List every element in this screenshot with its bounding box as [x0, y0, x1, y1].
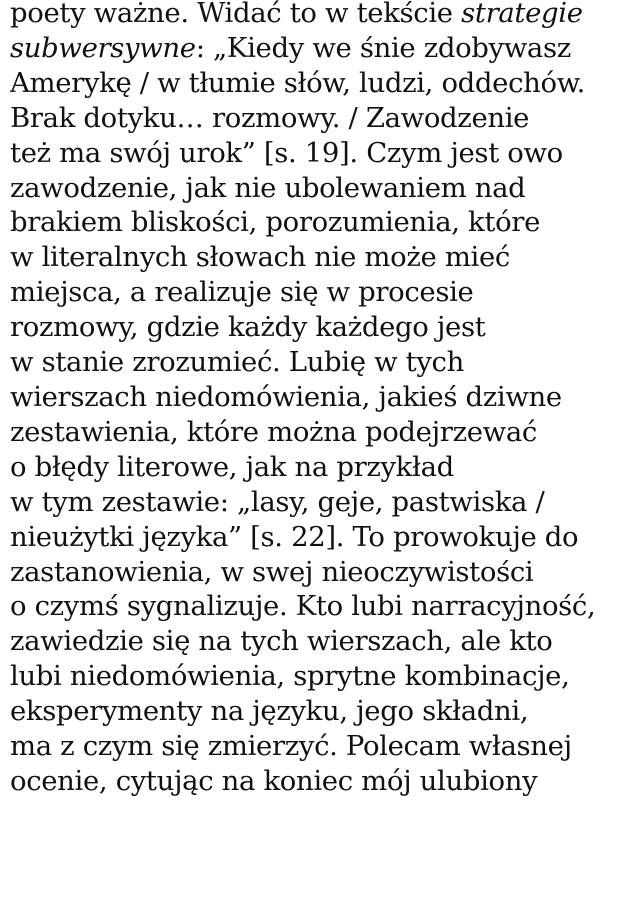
text-line	[10, 171, 625, 206]
text-line	[10, 589, 625, 624]
line-italic-text: subwersywne	[10, 31, 196, 64]
text-line	[10, 485, 625, 520]
line-text: o czymś sygnalizuje. Kto lubi narracyjność,	[10, 590, 596, 623]
text-line	[10, 764, 625, 799]
line-text: w literalnych słowach nie może mieć	[10, 241, 510, 274]
text-line	[10, 240, 625, 275]
text-line	[10, 380, 625, 415]
line-text: zawiedzie się na tych wierszach, ale kto	[10, 625, 553, 658]
line-text: nieużytki języka” [s. 22]. To prowokuje do	[10, 520, 579, 553]
line-text: ocenie, cytując na koniec mój ulubiony	[10, 764, 538, 797]
line-text: o błędy literowe, jak na przykład	[10, 450, 454, 483]
text-line	[10, 101, 625, 136]
document-page	[10, 0, 625, 900]
line-text: zawodzenie, jak nie ubolewaniem nad	[10, 171, 526, 204]
text-line	[10, 0, 625, 31]
text-line	[10, 659, 625, 694]
line-text: brakiem bliskości, porozumienia, które	[10, 206, 540, 239]
line-text: ma z czym się zmierzyć. Polecam własnej	[10, 730, 572, 763]
line-text: wierszach niedomówienia, jakieś dziwne	[10, 380, 562, 413]
line-text: rozmowy, gdzie każdy każdego jest	[10, 311, 486, 344]
line-italic-text: strategie	[461, 0, 583, 29]
text-line	[10, 624, 625, 659]
line-text: też ma swój urok” [s. 19]. Czym jest owo	[10, 136, 563, 169]
text-line	[10, 136, 625, 171]
line-text: Amerykę / w tłumie słów, ludzi, oddechów.	[10, 66, 586, 99]
line-text: zastanowienia, w swej nieoczywistości	[10, 555, 534, 588]
line-text: zestawienia, które można podejrzewać	[10, 415, 537, 448]
text-line	[10, 66, 625, 101]
line-text: Brak dotyku… rozmowy. / Zawodzenie	[10, 101, 530, 134]
line-text: miejsca, a realizuje się w procesie	[10, 276, 474, 309]
text-line	[10, 31, 625, 66]
text-line	[10, 555, 625, 590]
text-line	[10, 729, 625, 764]
text-line	[10, 205, 625, 240]
text-line	[10, 345, 625, 380]
line-text: eksperymenty na języku, jego składni,	[10, 695, 529, 728]
text-line	[10, 415, 625, 450]
text-line	[10, 520, 625, 555]
text-line	[10, 275, 625, 310]
line-text: w tym zestawie: „lasy, geje, pastwiska /	[10, 485, 545, 518]
text-line	[10, 694, 625, 729]
text-line	[10, 310, 625, 345]
line-text: w stanie zrozumieć. Lubię w tych	[10, 346, 464, 379]
line-text: lubi niedomówienia, sprytne kombinacje,	[10, 660, 570, 693]
line-text: poety ważne. Widać to w tekście	[10, 0, 462, 29]
line-text: : „Kiedy we śnie zdobywasz	[195, 31, 571, 64]
text-line	[10, 450, 625, 485]
